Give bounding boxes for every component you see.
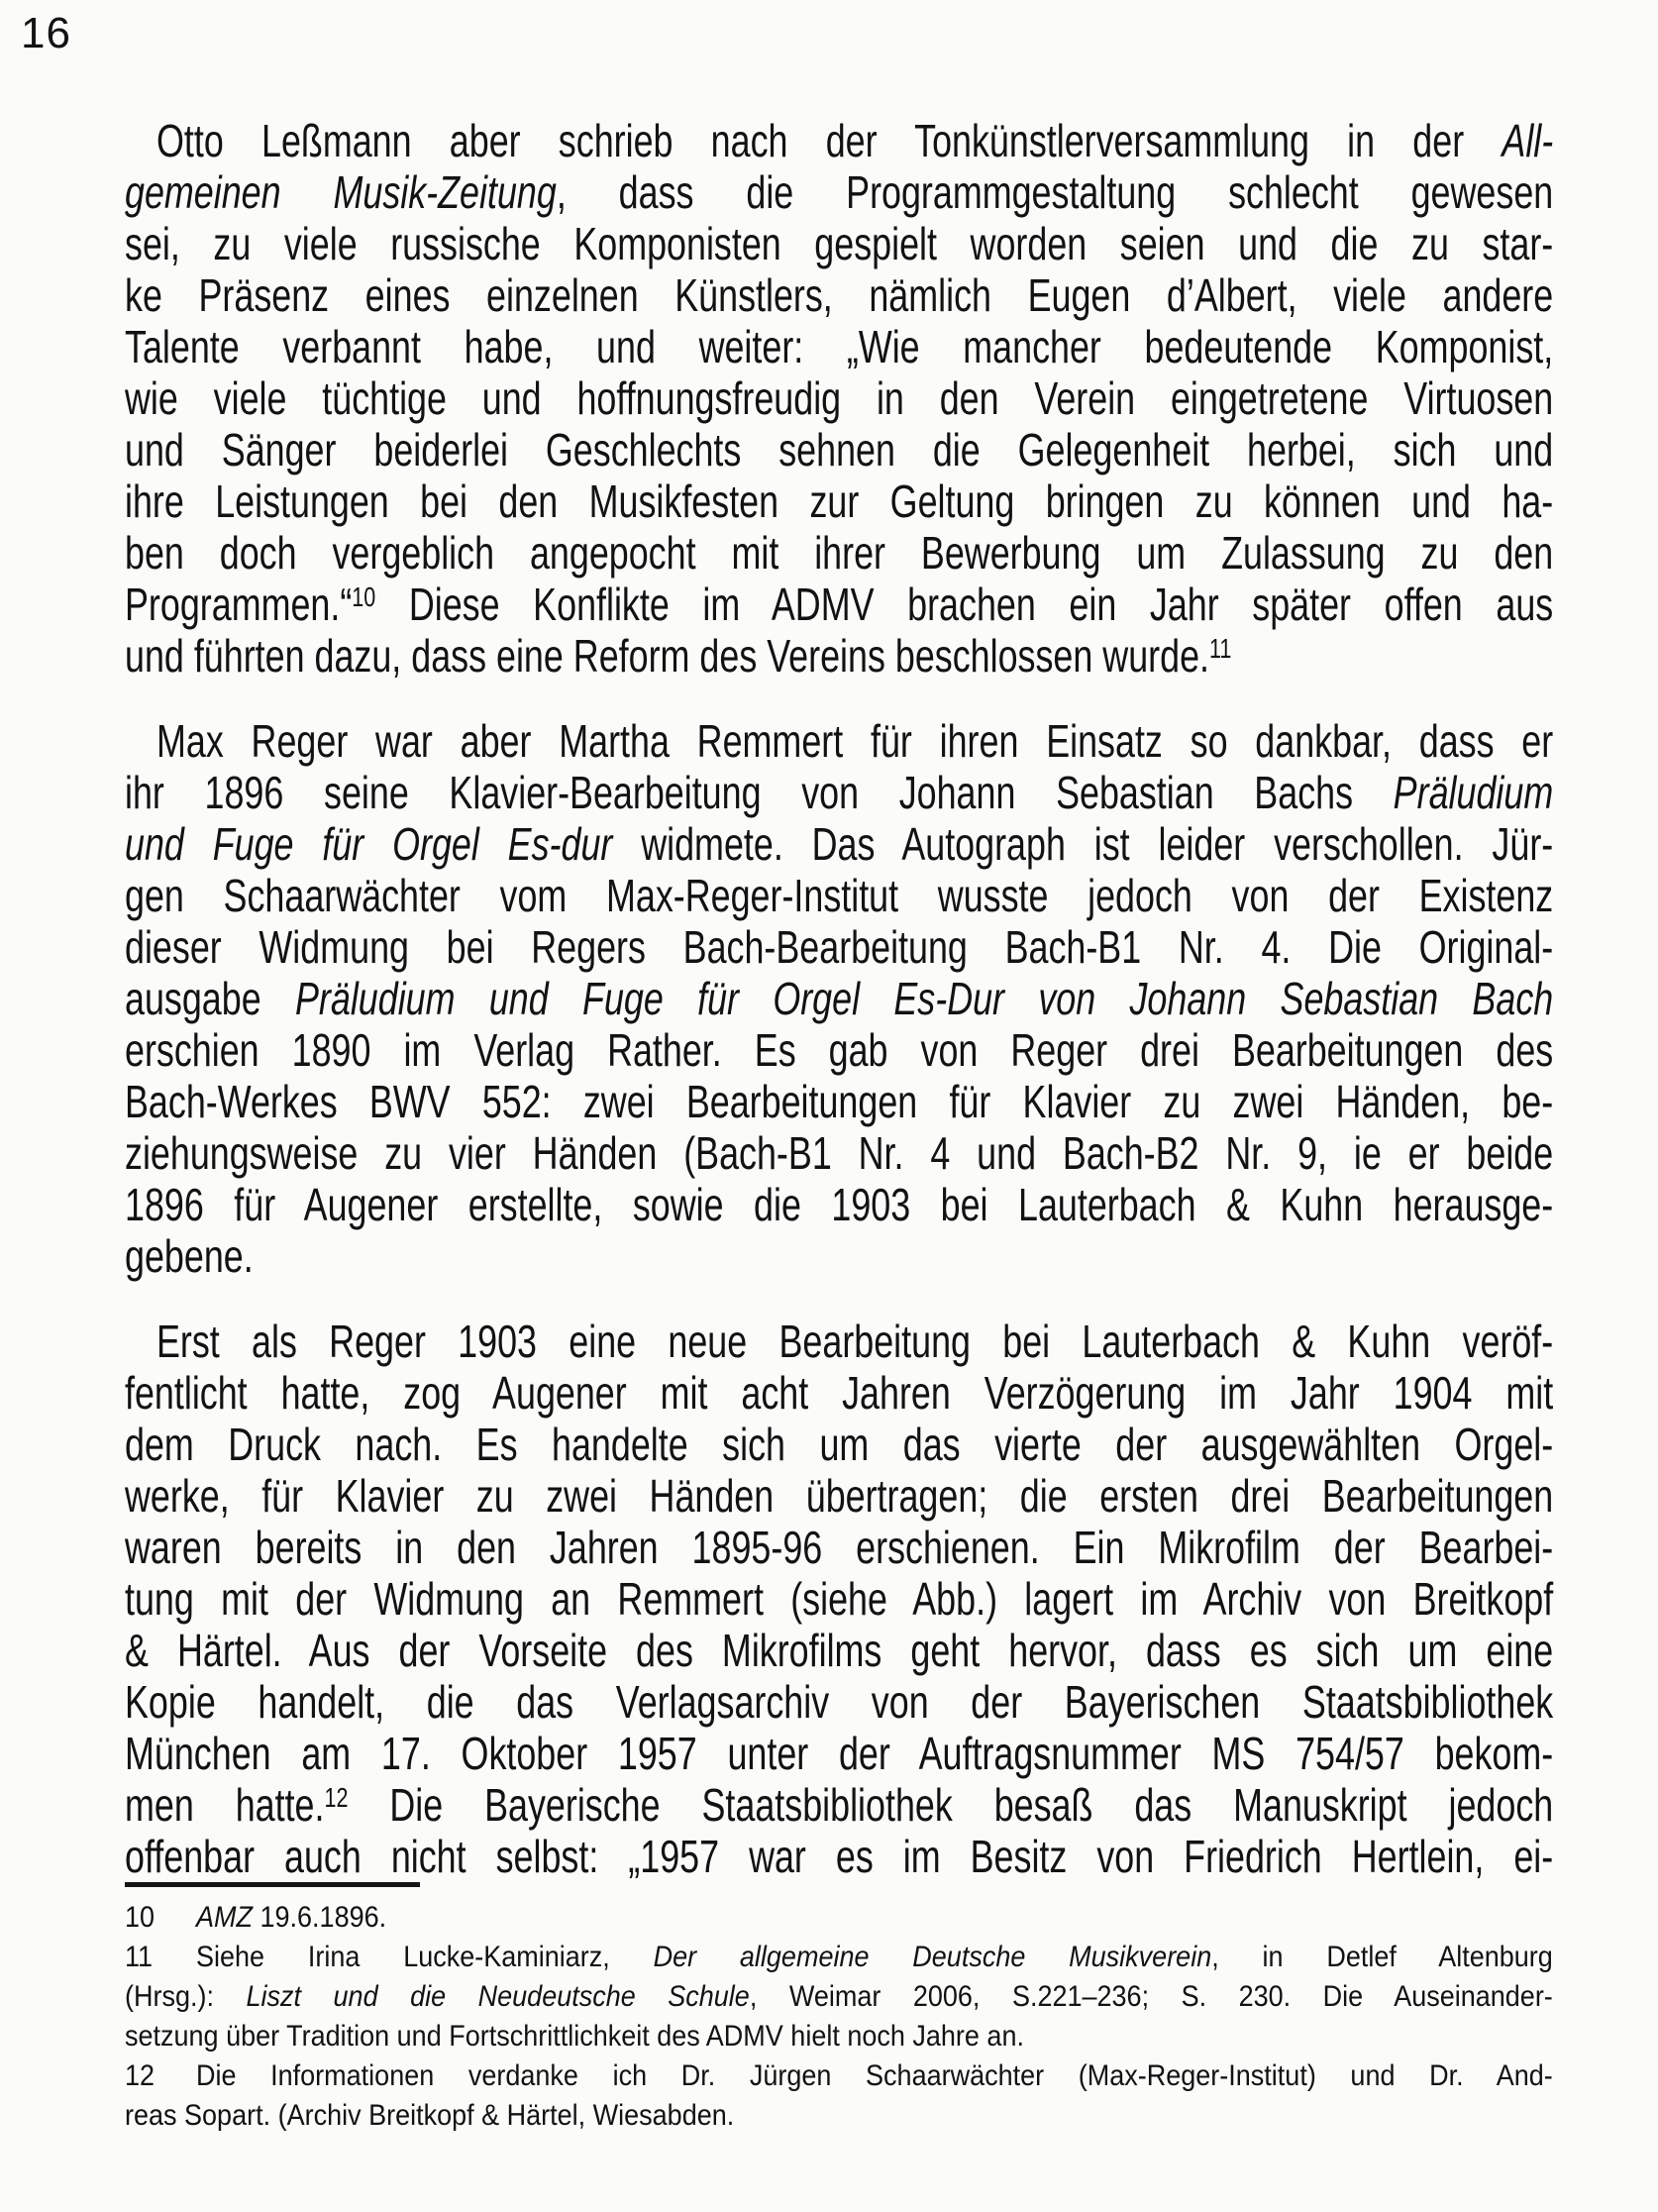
- text-run: ziehungsweise zu vier Händen (Bach-B1 Nr. 4 und Bach-B2 Nr. 9, ie er beide: [125, 1127, 1554, 1179]
- text-line: [125, 630, 1553, 682]
- body-text: [125, 115, 1553, 1882]
- text-run: , dass die Programmgestaltung schlecht gewesen: [556, 166, 1554, 218]
- text-line: [125, 1625, 1553, 1676]
- text-line: [125, 372, 1553, 424]
- text-run: AMZ: [196, 1901, 253, 1934]
- text-line: [125, 1127, 1553, 1179]
- text-run: Die Bayerische Staatsbibliothek besaß das Manuskript jedoch: [348, 1779, 1554, 1831]
- text-run: ihre Leistungen bei den Musikfesten zur Geltung bringen zu können und ha-: [125, 475, 1554, 527]
- text-run: (Hrsg.):: [125, 1980, 247, 2013]
- footnote-marker: 10: [352, 581, 376, 613]
- text-line: [125, 1367, 1553, 1419]
- text-run: gen Schaarwächter vom Max-Reger-Institut wusste jedoch von der Existenz: [125, 870, 1554, 921]
- text-line: [125, 715, 1553, 767]
- text-line: [125, 269, 1553, 321]
- text-run: widmete. Das Autograph ist leider verschollen. Jür-: [612, 818, 1554, 870]
- text-run: reas Sopart. (Archiv Breitkopf & Härtel, Wiesabden.: [125, 2099, 735, 2132]
- text-line: [125, 424, 1553, 475]
- text-line: [125, 1779, 1553, 1831]
- text-run: 19.6.1896.: [252, 1901, 387, 1934]
- text-run: gemeinen Musik-Zeitung: [125, 166, 557, 218]
- text-line: [125, 1419, 1553, 1470]
- text-line: [125, 1024, 1553, 1076]
- text-run: Liszt und die Neudeutsche Schule: [246, 1980, 750, 2013]
- footnotes: [125, 1898, 1553, 2136]
- text-run: werke, für Klavier zu zwei Händen übertragen; die ersten drei Bearbeitungen: [125, 1470, 1554, 1522]
- footnote-separator-rule: [125, 1882, 420, 1887]
- text-run: wie viele tüchtige und hoffnungsfreudig in den Verein eingetretene Virtuosen: [125, 372, 1554, 424]
- page-number: 16: [21, 9, 71, 57]
- text-line: [125, 870, 1553, 921]
- text-run: Der allgemeine Deutsche Musikverein: [653, 1941, 1212, 1973]
- text-run: ben doch vergeblich angepocht mit ihrer Bewerbung um Zulassung zu den: [125, 527, 1554, 579]
- text-run: Programmen.“: [125, 579, 353, 630]
- text-run: München am 17. Oktober 1957 unter der Auftragsnummer MS 754/57 bekom-: [125, 1728, 1554, 1779]
- text-line: [125, 818, 1553, 870]
- text-run: Talente verbannt habe, und weiter: „Wie mancher bedeutende Komponist,: [125, 321, 1554, 372]
- text-run: Bach-Werkes BWV 552: zwei Bearbeitungen für Klavier zu zwei Händen, be-: [125, 1076, 1554, 1127]
- text-run: erschien 1890 im Verlag Rather. Es gab von Reger drei Bearbeitungen des: [125, 1024, 1554, 1076]
- footnote-line: [125, 1898, 1553, 1938]
- footnote-marker: 12: [324, 1782, 349, 1814]
- text-line: [125, 1676, 1553, 1728]
- text-line: [125, 1470, 1553, 1522]
- text-run: sei, zu viele russische Komponisten gespielt worden seien und die zu star-: [125, 218, 1554, 269]
- text-line: [125, 1522, 1553, 1573]
- text-run: Siehe Irina Lucke-Kaminiarz,: [196, 1941, 654, 1973]
- text-run: Erst als Reger 1903 eine neue Bearbeitung bei Lauterbach & Kuhn veröf-: [155, 1316, 1554, 1367]
- text-run: fentlicht hatte, zog Augener mit acht Jahren Verzögerung im Jahr 1904 mit: [125, 1367, 1554, 1419]
- text-run: waren bereits in den Jahren 1895-96 erschienen. Ein Mikrofilm der Bearbei-: [125, 1522, 1554, 1573]
- text-line: [125, 921, 1553, 973]
- paragraph: [125, 1316, 1553, 1882]
- text-run: Diese Konflikte im ADMV brachen ein Jahr später offen aus: [375, 579, 1554, 630]
- footnote-line: [125, 1977, 1553, 2017]
- text-run: offenbar auch nicht selbst: „1957 war es im Besitz von Friedrich Hertlein, ei-: [125, 1831, 1554, 1882]
- text-run: und führten dazu, dass eine Reform des Vereins beschlossen wurde.: [125, 630, 1209, 682]
- text-run: , Weimar 2006, S.221–236; S. 230. Die Auseinander-: [749, 1980, 1553, 2013]
- text-line: [125, 321, 1553, 372]
- text-line: [125, 115, 1553, 166]
- text-line: [125, 166, 1553, 218]
- text-run: Die Informationen verdanke ich Dr. Jürgen Schaarwächter (Max-Reger-Institut) und Dr. And-: [196, 2059, 1553, 2092]
- footnote-line: [125, 2017, 1553, 2056]
- text-run: und Sänger beiderlei Geschlechts sehnen die Gelegenheit herbei, sich und: [125, 424, 1554, 475]
- text-line: [125, 579, 1553, 630]
- footnote-line: [125, 2096, 1553, 2136]
- text-run: ausgabe: [125, 973, 295, 1024]
- text-line: [125, 1230, 1553, 1282]
- footnote-line: [125, 1938, 1553, 1977]
- text-run: setzung über Tradition und Fortschrittlichkeit des ADMV hielt noch Jahre an.: [125, 2020, 1024, 2053]
- text-line: [125, 218, 1553, 269]
- text-run: dieser Widmung bei Regers Bach-Bearbeitung Bach-B1 Nr. 4. Die Original-: [125, 921, 1554, 973]
- text-line: [125, 1076, 1553, 1127]
- text-run: ke Präsenz eines einzelnen Künstlers, nämlich Eugen d’Albert, viele andere: [125, 269, 1554, 321]
- text-run: men hatte.: [125, 1779, 325, 1831]
- text-run: dem Druck nach. Es handelte sich um das vierte der ausgewählten Orgel-: [125, 1419, 1554, 1470]
- paragraph: [125, 715, 1553, 1282]
- text-line: [125, 1728, 1553, 1779]
- text-run: 1896 für Augener erstellte, sowie die 1903 bei Lauterbach & Kuhn herausge-: [125, 1179, 1554, 1230]
- text-run: Kopie handelt, die das Verlagsarchiv von der Bayerischen Staatsbibliothek: [125, 1676, 1554, 1728]
- text-line: [125, 767, 1553, 818]
- text-line: [125, 475, 1553, 527]
- text-line: [125, 973, 1553, 1024]
- footnote-number: 12: [125, 2059, 155, 2092]
- text-run: tung mit der Widmung an Remmert (siehe Abb.) lagert im Archiv von Breitkopf: [125, 1573, 1554, 1625]
- text-run: All-: [1502, 115, 1554, 166]
- footnote-marker: 11: [1208, 633, 1232, 665]
- text-line: [125, 527, 1553, 579]
- footnote-number: 10: [125, 1901, 155, 1934]
- text-run: Max Reger war aber Martha Remmert für ihren Einsatz so dankbar, dass er: [155, 715, 1554, 767]
- text-line: [125, 1573, 1553, 1625]
- text-run: gebene.: [125, 1230, 254, 1282]
- paragraph: [125, 115, 1553, 682]
- text-line: [125, 1831, 1553, 1882]
- text-run: & Härtel. Aus der Vorseite des Mikrofilms geht hervor, dass es sich um eine: [125, 1625, 1554, 1676]
- text-run: Otto Leßmann aber schrieb nach der Tonkünstlerversammlung in der: [155, 115, 1503, 166]
- text-run: Präludium und Fuge für Orgel Es-Dur von Johann Sebastian Bach: [294, 973, 1554, 1024]
- text-run: ihr 1896 seine Klavier-Bearbeitung von Johann Sebastian Bachs: [125, 767, 1394, 818]
- footnote-number: 11: [125, 1941, 154, 1973]
- text-line: [125, 1316, 1553, 1367]
- footnote-line: [125, 2056, 1553, 2096]
- text-run: Präludium: [1393, 767, 1554, 818]
- text-run: , in Detlef Altenburg: [1211, 1941, 1553, 1973]
- text-line: [125, 1179, 1553, 1230]
- text-run: und Fuge für Orgel Es-dur: [125, 818, 613, 870]
